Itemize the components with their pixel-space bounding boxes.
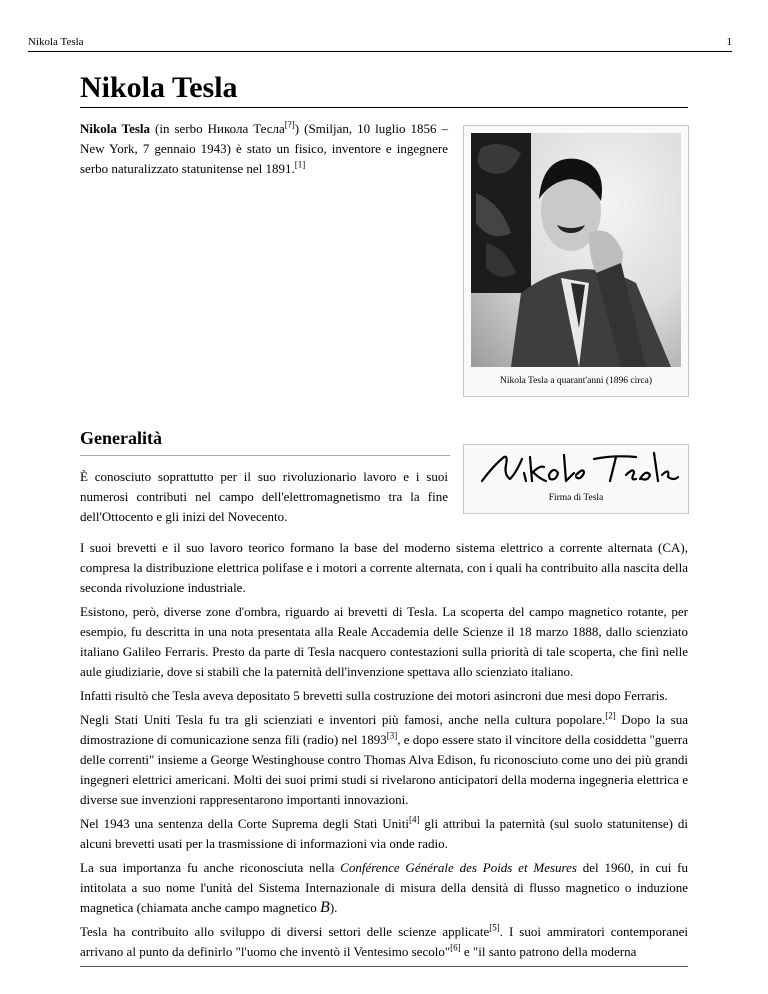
section-heading: Generalità <box>80 428 162 448</box>
text: Tesla ha contribuito allo sviluppo di diversi settori delle scienze applicate <box>80 924 490 939</box>
subject-name: Nikola Tesla <box>80 121 151 136</box>
article-body <box>80 538 688 966</box>
portrait-photo <box>471 133 681 367</box>
page-title: Nikola Tesla <box>80 71 238 104</box>
intro-paragraph <box>80 119 448 179</box>
text: , e dopo essere stato il vincitore della cosiddetta "guerra delle correnti" insieme a George Westinghouse contro Thomas Alva Edison, fu riconosciuto come uno dei più grandi ingegneri elettrici americani. Molti dei suoi primi studi si rivelarono anticipatori della moderna ingegneria elettrica e diverse sue invenzioni rappresentarono importanti innovazioni. <box>80 732 688 807</box>
paragraph: I suoi brevetti e il suo lavoro teorico formano la base del moderno sistema elettrico a corrente alternata (CA), compresa la distribuzione elettrica polifase e i motori a corrente alternata, con i quali ha contribuito alla nascita della seconda rivoluzione industriale. <box>80 540 688 595</box>
text: e "il santo patrono della moderna <box>460 944 637 959</box>
paragraph <box>80 922 688 962</box>
header-rule <box>28 51 732 52</box>
page-number: 1 <box>726 36 732 48</box>
text: ). <box>329 900 338 915</box>
citation-link[interactable]: [?] <box>284 119 295 130</box>
math-symbol: B <box>320 899 330 916</box>
running-head: Nikola Tesla <box>28 36 84 48</box>
citation-link[interactable]: [4] <box>408 814 420 825</box>
section-rule <box>80 455 450 456</box>
text: gli attribuì la paternità (sul suolo statunitense) di alcuni brevetti usati per la trasmissione di informazioni via onde radio. <box>80 816 688 851</box>
intro-text-1: (in serbo Никола Тесла <box>150 121 285 136</box>
generalita-paragraph: È conosciuto soprattutto per il suo rivoluzionario lavoro e i suoi numerosi contributi nel campo dell'elettromagnetismo tra la fine dell'Ottocento e gli inizi del Novecento. <box>80 469 448 524</box>
text: . I suoi ammiratori contemporanei arrivano al punto da definirlo "l'uomo che inventò il Ventesimo secolo" <box>80 924 688 959</box>
text: del 1960, in cui fu intitolata a suo nome l'unità del Sistema Internazionale di misura della densità di flusso magnetico o induzione magnetica (chiamata anche campo magnetico <box>80 860 688 915</box>
signature-caption: Firma di Tesla <box>548 493 604 503</box>
title-rule <box>80 107 688 108</box>
citation-link[interactable]: [2] <box>605 710 616 721</box>
footer-rule <box>80 966 688 967</box>
italic-title: Conférence Générale des Poids et Mesures <box>340 860 577 875</box>
text: La sua importanza fu anche riconosciuta nella <box>80 860 341 875</box>
citation-link[interactable]: [5] <box>489 922 500 933</box>
text: Negli Stati Uniti Tesla fu tra gli scienziati e inventori più famosi, anche nella cultura popolare. <box>80 712 606 727</box>
citation-link[interactable]: [1] <box>294 159 306 170</box>
portrait-caption: Nikola Tesla a quarant'anni (1896 circa) <box>499 376 653 386</box>
intro-text-2: ) (Smiljan, 10 luglio 1856 – New York, 7 gennaio 1943) è stato un fisico, inventore e ingegnere serbo naturalizzato statunitense nel 1891. <box>80 121 448 176</box>
paragraph <box>80 858 688 918</box>
text: Nel 1943 una sentenza della Corte Suprema degli Stati Uniti <box>80 816 409 831</box>
citation-link[interactable]: [3] <box>386 730 398 741</box>
paragraph: Infatti risultò che Tesla aveva depositato 5 brevetti sulla costruzione dei motori asincroni due mesi dopo Ferraris. <box>80 688 668 703</box>
paragraph <box>80 814 688 854</box>
paragraph: Esistono, però, diverse zone d'ombra, riguardo ai brevetti di Tesla. La scoperta del campo magnetico rotante, per esempio, fu descritta in una nota presentata alla Reale Accademia delle Scienze il 18 marzo 1888, dallo scienziato italiano Galileo Ferraris. Presto da parte di Tesla nacquero contestazioni sulla priorità di tale scoperta, che finì nelle aule giudiziarie, dove si stabilì che la paternità dell'invenzione spettava allo scienziato italiano. <box>80 604 688 679</box>
citation-link[interactable]: [6] <box>450 942 461 953</box>
portrait-figure <box>463 125 689 397</box>
signature-figure <box>463 444 689 514</box>
paragraph <box>80 710 688 810</box>
signature-image <box>464 445 688 489</box>
text: Dopo la sua dimostrazione di comunicazione senza fili (radio) nel 1893 <box>80 712 688 747</box>
